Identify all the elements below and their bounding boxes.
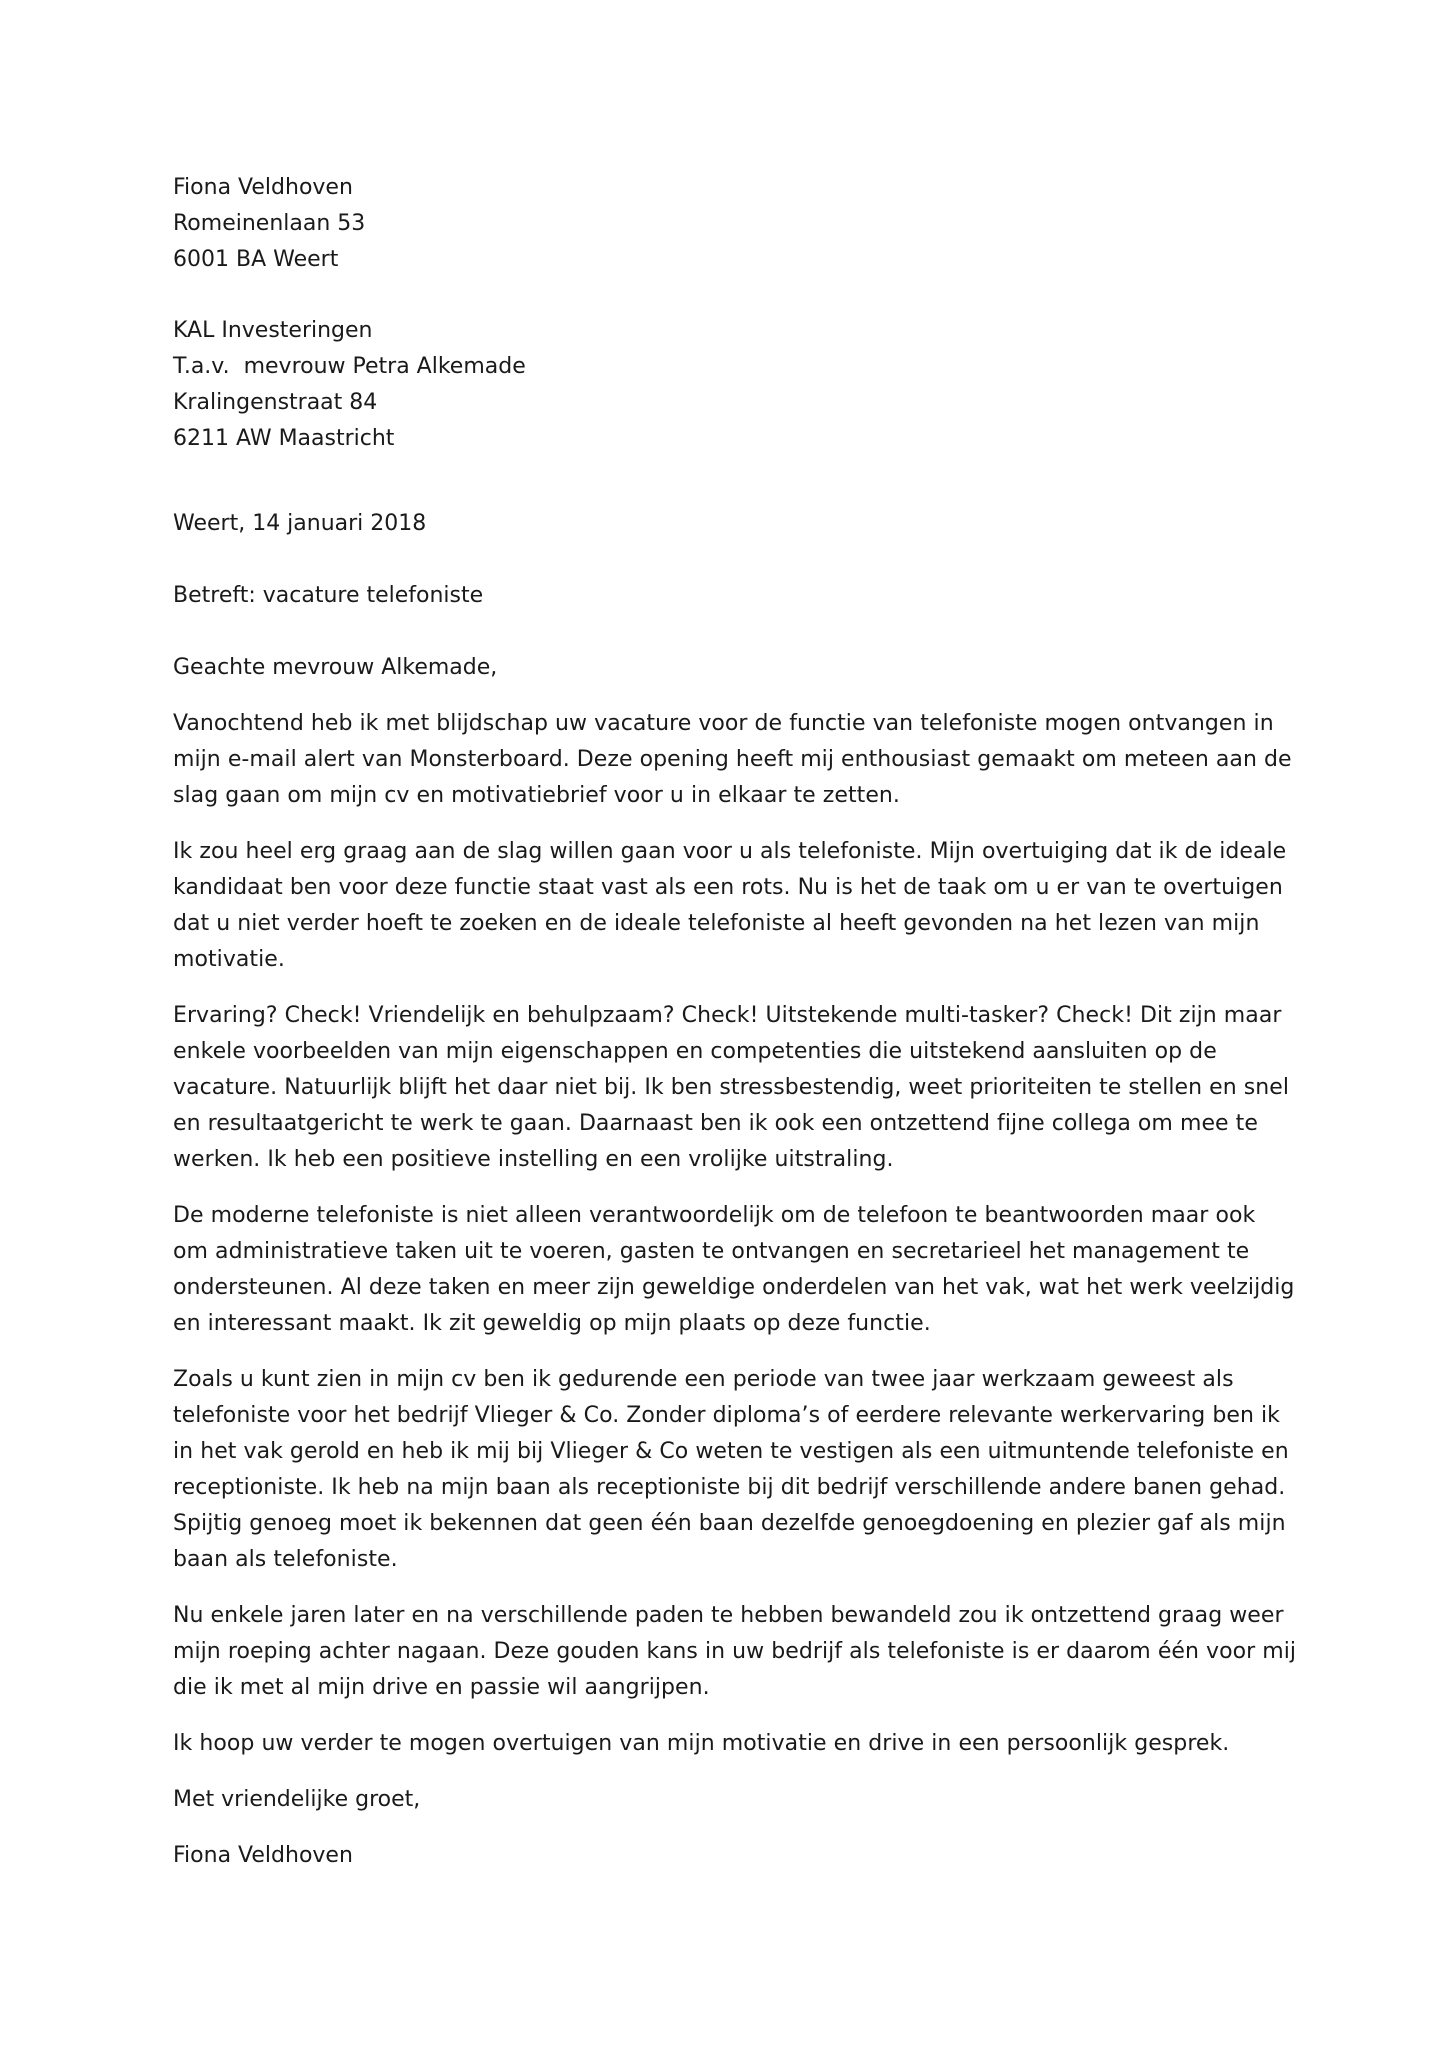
paragraph-line: Vanochtend heb ik met blijdschap uw vacature voor de functie van telefoniste mogen ontvangen in	[173, 711, 1274, 736]
subject-text: Betreft: vacature telefoniste	[173, 583, 484, 608]
paragraph-line: dat u niet verder hoeft te zoeken en de ideale telefoniste al heeft gevonden na het lezen van mijn	[173, 911, 1260, 936]
recipient-address	[173, 313, 1293, 457]
sender-city: 6001 BA Weert	[173, 247, 339, 272]
paragraph-line: in het vak gerold en heb ik mij bij Vlieger & Co weten te vestigen als een uitmuntende telefoniste en	[173, 1439, 1289, 1464]
closing-text: Met vriendelijke groet,	[173, 1787, 421, 1812]
paragraph-line: Ik hoop uw verder te mogen overtuigen van mijn motivatie en drive in een persoonlijk gesprek.	[173, 1731, 1230, 1756]
paragraph-line: die ik met al mijn drive en passie wil aangrijpen.	[173, 1675, 710, 1700]
subject-line	[173, 578, 1293, 614]
paragraph-line: kandidaat ben voor deze functie staat vast als een rots. Nu is het de taak om u er van te overtuigen	[173, 875, 1283, 900]
paragraph-line: mijn e-mail alert van Monsterboard. Deze opening heeft mij enthousiast gemaakt om meteen aan de	[173, 747, 1292, 772]
paragraph-7	[173, 1726, 1293, 1762]
recipient-company: KAL Investeringen	[173, 318, 373, 343]
paragraph-line: slag gaan om mijn cv en motivatiebrief voor u in elkaar te zetten.	[173, 783, 900, 808]
paragraph-line: ondersteunen. Al deze taken en meer zijn geweldige onderdelen van het vak, wat het werk veelzijdig	[173, 1275, 1295, 1300]
paragraph-3	[173, 998, 1293, 1178]
paragraph-line: telefoniste voor het bedrijf Vlieger & Co. Zonder diploma’s of eerdere relevante werkervaring ben ik	[173, 1403, 1280, 1428]
paragraph-2	[173, 834, 1293, 978]
sender-street: Romeinenlaan 53	[173, 211, 366, 236]
paragraph-line: Ervaring? Check! Vriendelijk en behulpzaam? Check! Uitstekende multi-tasker? Check! Dit zijn maar	[173, 1003, 1282, 1028]
paragraph-line: enkele voorbeelden van mijn eigenschappen en competenties die uitstekend aansluiten op de	[173, 1039, 1217, 1064]
paragraph-line: en resultaatgericht te werk te gaan. Daarnaast ben ik ook een ontzettend fijne collega om mee te	[173, 1111, 1258, 1136]
paragraph-line: vacature. Natuurlijk blijft het daar niet bij. Ik ben stressbestendig, weet prioriteiten te stellen en snel	[173, 1075, 1290, 1100]
paragraph-line: receptioniste. Ik heb na mijn baan als receptioniste bij dit bedrijf verschillende andere banen gehad.	[173, 1475, 1286, 1500]
date-line	[173, 506, 1293, 542]
letter-body	[173, 706, 1297, 1762]
paragraph-6	[173, 1598, 1297, 1706]
paragraph-line: Spijtig genoeg moet ik bekennen dat geen één baan dezelfde genoegdoening en plezier gaf als mijn	[173, 1511, 1286, 1536]
salutation-text: Geachte mevrouw Alkemade,	[173, 655, 498, 680]
sender-address	[173, 170, 1293, 278]
signature-name: Fiona Veldhoven	[173, 1843, 353, 1868]
paragraph-line: Zoals u kunt zien in mijn cv ben ik gedurende een periode van twee jaar werkzaam geweest als	[173, 1367, 1234, 1392]
paragraph-1	[173, 706, 1293, 814]
date-text: Weert, 14 januari 2018	[173, 511, 427, 536]
sender-name: Fiona Veldhoven	[173, 175, 353, 200]
paragraph-line: De moderne telefoniste is niet alleen verantwoordelijk om de telefoon te beantwoorden maar ook	[173, 1203, 1256, 1228]
recipient-street: Kralingenstraat 84	[173, 390, 378, 415]
paragraph-line: baan als telefoniste.	[173, 1547, 398, 1572]
letter-content	[173, 170, 1297, 1874]
paragraph-line: werken. Ik heb een positieve instelling en een vrolijke uitstraling.	[173, 1147, 894, 1172]
paragraph-line: Nu enkele jaren later en na verschillende paden te hebben bewandeld zou ik ontzettend graag weer	[173, 1603, 1284, 1628]
signature	[173, 1838, 1293, 1874]
closing	[173, 1782, 1293, 1818]
salutation	[173, 650, 1293, 686]
recipient-city: 6211 AW Maastricht	[173, 426, 395, 451]
paragraph-line: motivatie.	[173, 947, 285, 972]
paragraph-line: om administratieve taken uit te voeren, gasten te ontvangen en secretarieel het management te	[173, 1239, 1250, 1264]
paragraph-line: mijn roeping achter nagaan. Deze gouden kans in uw bedrijf als telefoniste is er daarom één voor mij	[173, 1639, 1297, 1664]
recipient-attention: T.a.v. mevrouw Petra Alkemade	[173, 354, 526, 379]
paragraph-5	[173, 1362, 1293, 1578]
paragraph-4	[173, 1198, 1293, 1342]
paragraph-line: Ik zou heel erg graag aan de slag willen gaan voor u als telefoniste. Mijn overtuiging dat ik de ideale	[173, 839, 1287, 864]
paragraph-line: en interessant maakt. Ik zit geweldig op mijn plaats op deze functie.	[173, 1311, 931, 1336]
